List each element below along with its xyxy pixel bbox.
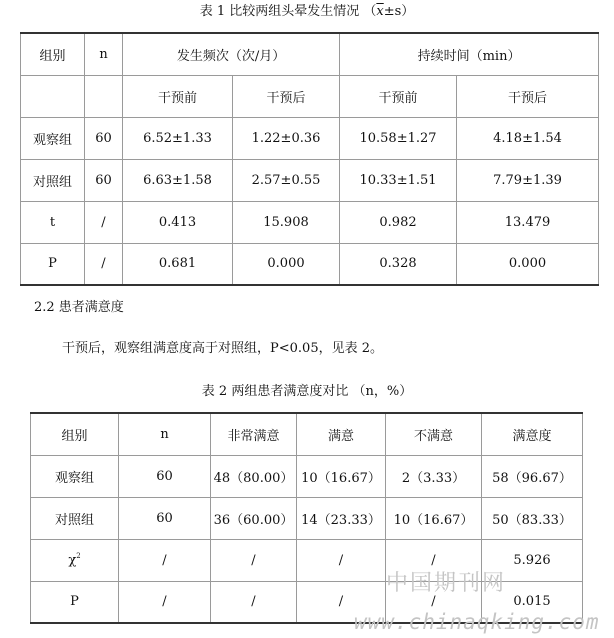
table-cell: 7.79±1.39 — [457, 159, 599, 201]
table-cell: 10.33±1.51 — [340, 159, 457, 201]
table-cell: 0.413 — [123, 201, 233, 243]
table-cell: 10（16.67） — [386, 497, 482, 539]
table1-header-group: 组别 — [21, 33, 85, 75]
table1-header-n: n — [85, 33, 123, 75]
table1-header-row — [21, 33, 599, 75]
table2-header-group: 组别 — [31, 413, 119, 455]
table-cell: 5.926 — [482, 539, 583, 581]
cell-n: / — [85, 243, 123, 285]
table-cell: 60 — [119, 497, 211, 539]
table-cell: 50（83.33） — [482, 497, 583, 539]
table-cell: 0.000 — [457, 243, 599, 285]
watermark-logo-text: 中国期刊网 — [386, 571, 507, 596]
table2-header-n: n — [119, 413, 211, 455]
table-cell: 48（80.00） — [211, 455, 297, 497]
table-row — [21, 201, 599, 243]
table1-caption-xbar: $\overline{x}$ — [376, 4, 384, 19]
section-paragraph: 干预后，观察组满意度高于对照组，P<0.05，见表 2。 — [62, 341, 383, 356]
table-cell: / — [211, 581, 297, 623]
table1-subheader-empty — [85, 75, 123, 117]
row-label: t — [21, 201, 85, 243]
table-cell: 0.000 — [233, 243, 340, 285]
table1-caption — [0, 4, 614, 20]
table-cell: / — [211, 539, 297, 581]
table1-subheader-before: 干预前 — [123, 75, 233, 117]
table1-subheader-row — [21, 75, 599, 117]
table-cell: 36（60.00） — [211, 497, 297, 539]
row-label: P — [21, 243, 85, 285]
table-cell: 2（3.33） — [386, 455, 482, 497]
table-cell: / — [297, 581, 386, 623]
table-cell: 58（96.67） — [482, 455, 583, 497]
table-cell: 0.015 — [482, 581, 583, 623]
row-label: 观察组 — [21, 117, 85, 159]
row-label — [31, 539, 119, 581]
table1-caption-prefix: 表 1 比较两组头晕发生情况 （ — [199, 4, 377, 19]
table1-header-duration: 持续时间（min） — [340, 33, 599, 75]
chi-symbol: χ — [68, 553, 77, 568]
table-cell: 6.63±1.58 — [123, 159, 233, 201]
table2-header-dissatisfied: 不满意 — [386, 413, 482, 455]
table1 — [20, 32, 599, 286]
table-cell: 15.908 — [233, 201, 340, 243]
table2-header-very-satisfied: 非常满意 — [211, 413, 297, 455]
table1-subheader-before: 干预前 — [340, 75, 457, 117]
table-cell: 4.18±1.54 — [457, 117, 599, 159]
table-row — [21, 243, 599, 285]
cell-n: 60 — [85, 159, 123, 201]
row-label: 观察组 — [31, 455, 119, 497]
table-row — [31, 497, 583, 539]
chi-superscript: 2 — [76, 552, 81, 560]
table2-caption: 表 2 两组患者满意度对比 （n，%） — [201, 384, 413, 399]
table1-header-freq: 发生频次（次/月） — [123, 33, 340, 75]
table-cell: 10（16.67） — [297, 455, 386, 497]
cell-n: 60 — [85, 117, 123, 159]
table-cell: 0.681 — [123, 243, 233, 285]
table2-header-satisfaction-rate: 满意度 — [482, 413, 583, 455]
table-cell: / — [386, 539, 482, 581]
section-heading: 2.2 患者满意度 — [34, 300, 124, 315]
table-cell: 1.22±0.36 — [233, 117, 340, 159]
table-cell: / — [119, 581, 211, 623]
table-cell: 60 — [119, 455, 211, 497]
table-cell: 6.52±1.33 — [123, 117, 233, 159]
cell-n: / — [85, 201, 123, 243]
table-row — [31, 455, 583, 497]
row-label: 对照组 — [21, 159, 85, 201]
table1-subheader-empty — [21, 75, 85, 117]
watermark-url: www.chinaqking.com — [354, 610, 600, 634]
table1-subheader-after: 干预后 — [457, 75, 599, 117]
table-cell: 10.58±1.27 — [340, 117, 457, 159]
table-cell: 0.328 — [340, 243, 457, 285]
table-cell: 0.982 — [340, 201, 457, 243]
table2-header-satisfied: 满意 — [297, 413, 386, 455]
table1-subheader-after: 干预后 — [233, 75, 340, 117]
table-cell: 14（23.33） — [297, 497, 386, 539]
table-cell: / — [386, 581, 482, 623]
table-row — [21, 117, 599, 159]
table-cell: 2.57±0.55 — [233, 159, 340, 201]
row-label: 对照组 — [31, 497, 119, 539]
table1-caption-suffix: ±s） — [383, 4, 415, 19]
table2-header-row — [31, 413, 583, 455]
row-label: P — [31, 581, 119, 623]
table-row — [21, 159, 599, 201]
table-cell: 13.479 — [457, 201, 599, 243]
table-cell: / — [297, 539, 386, 581]
table-cell: / — [119, 539, 211, 581]
